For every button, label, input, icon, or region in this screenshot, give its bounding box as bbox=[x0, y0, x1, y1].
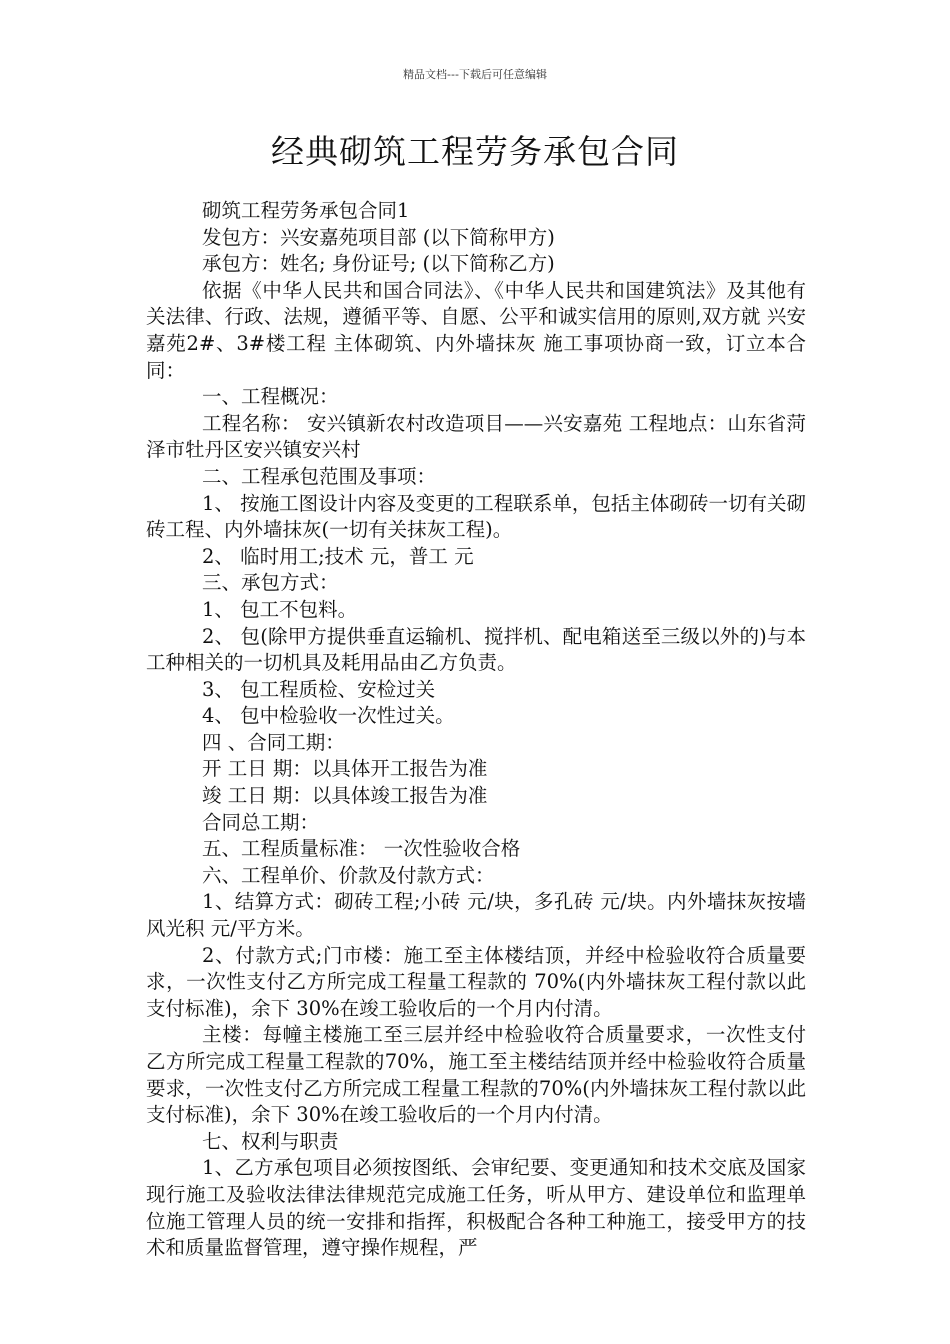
section-heading: 五、工程质量标准： 一次性验收合格 bbox=[202, 837, 521, 861]
paragraph: 2、 临时用工;技术 元，普工 元 bbox=[202, 544, 474, 568]
paragraph: 开 工日 期：以具体开工报告为准 bbox=[202, 757, 488, 781]
paragraph: 承包方：姓名; 身份证号; (以下简称乙方) bbox=[202, 252, 555, 276]
paragraph: 4、 包中检验收一次性过关。 bbox=[202, 704, 455, 728]
section-heading: 六、工程单价、价款及付款方式： bbox=[202, 863, 495, 887]
paragraph: 1、 按施工图设计内容及变更的工程联系单，包括主体砌砖一切有关砌砖工程、内外墙抹灰(一切有关抹灰工程)。 bbox=[146, 491, 806, 542]
paragraph: 竣 工日 期：以具体竣工报告为准 bbox=[202, 784, 488, 808]
paragraph: 1、结算方式：砌砖工程;小砖 元/块，多孔砖 元/块。内外墙抹灰按墙风光积 元/平方米。 bbox=[146, 890, 806, 941]
section-heading: 四 、合同工期： bbox=[202, 730, 345, 754]
paragraph: 合同总工期： bbox=[202, 810, 320, 834]
paragraph: 发包方：兴安嘉苑项目部 (以下简称甲方) bbox=[202, 225, 555, 249]
paragraph: 2、 包(除甲方提供垂直运输机、搅拌机、配电箱送至三级以外的)与本工种相关的一切机具及耗用品由乙方负责。 bbox=[146, 624, 806, 675]
paragraph: 依据《中华人民共和国合同法》、《中华人民共和国建筑法》及其他有关法律、行政、法规，遵循平等、自愿、公平和诚实信用的原则,双方就 兴安嘉苑2#、3#楼工程 主体砌筑、内外墙抹灰 施工事项协商一致，订立本合同： bbox=[146, 278, 806, 382]
document-body bbox=[146, 198, 806, 1262]
section-heading: 一、工程概况： bbox=[202, 385, 339, 409]
paragraph: 1、 包工不包料。 bbox=[202, 597, 358, 621]
paragraph: 3、 包工程质检、安检过关 bbox=[202, 677, 436, 701]
paragraph: 砌筑工程劳务承包合同1 bbox=[202, 199, 410, 222]
paragraph: 1、乙方承包项目必须按图纸、会审纪要、变更通知和技术交底及国家现行施工及验收法律法律规范完成施工任务，听从甲方、建设单位和监理单位施工管理人员的统一安排和指挥，积极配合各种工种施工，接受甲方的技术和质量监督管理，遵守操作规程，严 bbox=[146, 1156, 806, 1260]
paragraph: 主楼：每幢主楼施工至三层并经中检验收符合质量要求，一次性支付乙方所完成工程量工程款的70%，施工至主楼结结顶并经中检验收符合质量要求，一次性支付乙方所完成工程量工程款的70%(内外墙抹灰工程付款以此支付标准)，余下 30%在竣工验收后的一个月内付清。 bbox=[146, 1023, 806, 1127]
header-note: 精品文档---下载后可任意编辑 bbox=[403, 68, 547, 81]
document-title: 经典砌筑工程劳务承包合同 bbox=[271, 132, 679, 171]
paragraph: 2、付款方式;门市楼：施工至主体楼结顶，并经中检验收符合质量要求，一次性支付乙方所完成工程量工程款的 70%(内外墙抹灰工程付款以此支付标准)，余下 30%在竣工验收后的一个月内付清。 bbox=[146, 943, 806, 1020]
section-heading: 三、承包方式： bbox=[202, 571, 339, 595]
section-heading: 二、工程承包范围及事项： bbox=[202, 464, 437, 488]
section-heading: 七、权利与职责 bbox=[202, 1129, 339, 1153]
paragraph: 工程名称： 安兴镇新农村改造项目——兴安嘉苑 工程地点：山东省菏泽市牡丹区安兴镇安兴村 bbox=[146, 411, 806, 462]
